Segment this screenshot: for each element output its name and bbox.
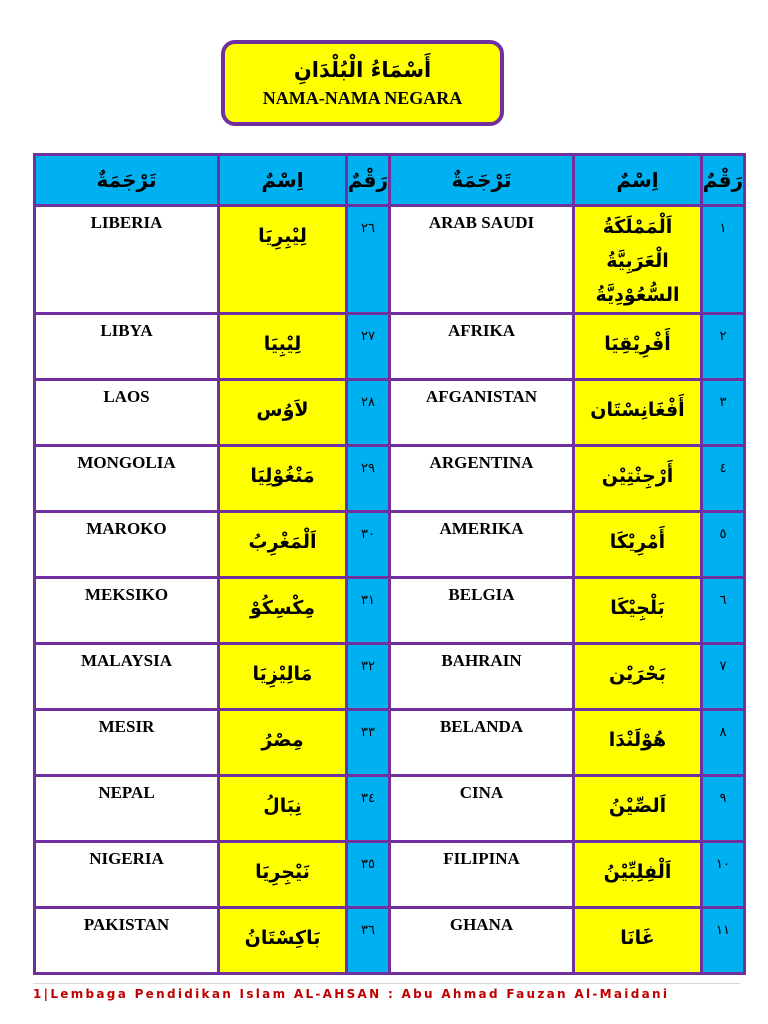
country-translation: MONGOLIA (35, 446, 219, 512)
country-translation: MALAYSIA (35, 644, 219, 710)
country-name-arabic: مِكْسِكُوْ (219, 578, 347, 644)
country-translation: LIBERIA (35, 206, 219, 314)
country-number: ٢٦ (347, 206, 390, 314)
country-translation: MAROKO (35, 512, 219, 578)
country-translation: NEPAL (35, 776, 219, 842)
page-footer: 1|Lembaga Pendidikan Islam AL-AHSAN : Abu Ahmad Fauzan Al-Maidani (33, 987, 670, 1001)
country-number: ١ (702, 206, 745, 314)
country-translation: MEKSIKO (35, 578, 219, 644)
country-number: ٢ (702, 314, 745, 380)
header-number-right: رَقْمٌ (347, 155, 390, 206)
country-number: ٣١ (347, 578, 390, 644)
country-number: ٥ (702, 512, 745, 578)
country-number: ١١ (702, 908, 745, 974)
title-malay: NAMA-NAMA NEGARA (262, 88, 463, 108)
title-arabic: أَسْمَاءُ الْبُلْدَانِ (293, 58, 432, 82)
country-name-arabic: بَحْرَيْن (574, 644, 702, 710)
table-row (35, 644, 745, 710)
table-row (35, 206, 745, 314)
country-translation: PAKISTAN (35, 908, 219, 974)
country-name-arabic: مَالِيْزِيَا (219, 644, 347, 710)
country-name-arabic: أَفْرِيْقِيَا (574, 314, 702, 380)
country-name-arabic: أَمْرِيْكَا (574, 512, 702, 578)
country-name-arabic: أَرْجِنْتِيْن (574, 446, 702, 512)
title-box (221, 40, 504, 126)
country-name-arabic: نِبَالُ (219, 776, 347, 842)
header-number-left: رَقْمٌ (702, 155, 745, 206)
table-row (35, 578, 745, 644)
country-name-arabic: بَلْجِيْكَا (574, 578, 702, 644)
country-name-arabic: نَيْجِرِيَا (219, 842, 347, 908)
table-row (35, 446, 745, 512)
country-name-arabic: أَفْغَانِسْتَان (574, 380, 702, 446)
country-name-arabic: هُوْلَنْدَا (574, 710, 702, 776)
country-number: ٧ (702, 644, 745, 710)
table-row (35, 512, 745, 578)
country-translation: AFGANISTAN (390, 380, 574, 446)
country-name-arabic: لِيْبِرِيَا (219, 206, 347, 314)
country-number: ٢٧ (347, 314, 390, 380)
country-name-arabic: اَلْمَغْرِبُ (219, 512, 347, 578)
header-translation-left: تَرْجَمَةٌ (390, 155, 574, 206)
country-translation: NIGERIA (35, 842, 219, 908)
header-row (35, 155, 745, 206)
country-translation: ARGENTINA (390, 446, 574, 512)
country-number: ٣٢ (347, 644, 390, 710)
country-name-arabic: اَلصِّيْنُ (574, 776, 702, 842)
country-number: ٣٦ (347, 908, 390, 974)
country-number: ٢٩ (347, 446, 390, 512)
country-number: ١٠ (702, 842, 745, 908)
country-name-arabic: لاَوُس (219, 380, 347, 446)
header-name-right: اِسْمٌ (219, 155, 347, 206)
table-row (35, 710, 745, 776)
country-number: ٢٨ (347, 380, 390, 446)
country-translation: ARAB SAUDI (390, 206, 574, 314)
country-translation: CINA (390, 776, 574, 842)
country-number: ٣٣ (347, 710, 390, 776)
country-number: ٨ (702, 710, 745, 776)
table-row (35, 908, 745, 974)
country-name-arabic: مَنْغُوْلِيَا (219, 446, 347, 512)
table-row (35, 380, 745, 446)
country-number: ٩ (702, 776, 745, 842)
header-name-left: اِسْمٌ (574, 155, 702, 206)
country-number: ٣ (702, 380, 745, 446)
country-number: ٦ (702, 578, 745, 644)
country-translation: AMERIKA (390, 512, 574, 578)
country-name-arabic: بَاكِسْتَانُ (219, 908, 347, 974)
country-translation: AFRIKA (390, 314, 574, 380)
country-translation: MESIR (35, 710, 219, 776)
countries-table (33, 153, 746, 975)
country-name-arabic: اَلْفِلِبِّيْنُ (574, 842, 702, 908)
country-translation: GHANA (390, 908, 574, 974)
table-row (35, 842, 745, 908)
country-translation: FILIPINA (390, 842, 574, 908)
country-name-arabic: اَلْمَمْلَكَةُ الْعَرَبِيَّةُ السُّعُوْدِيَّةُ (574, 206, 702, 314)
country-name-arabic: لِيْبِيَا (219, 314, 347, 380)
footer-divider (33, 983, 740, 984)
country-translation: BELGIA (390, 578, 574, 644)
table-row (35, 314, 745, 380)
table-row (35, 776, 745, 842)
country-number: ٣٤ (347, 776, 390, 842)
country-name-arabic: غَانَا (574, 908, 702, 974)
country-translation: LIBYA (35, 314, 219, 380)
country-translation: LAOS (35, 380, 219, 446)
country-number: ٣٠ (347, 512, 390, 578)
header-translation-right: تَرْجَمَةٌ (35, 155, 219, 206)
country-translation: BELANDA (390, 710, 574, 776)
country-name-arabic: مِصْرُ (219, 710, 347, 776)
country-translation: BAHRAIN (390, 644, 574, 710)
country-number: ٣٥ (347, 842, 390, 908)
country-number: ٤ (702, 446, 745, 512)
